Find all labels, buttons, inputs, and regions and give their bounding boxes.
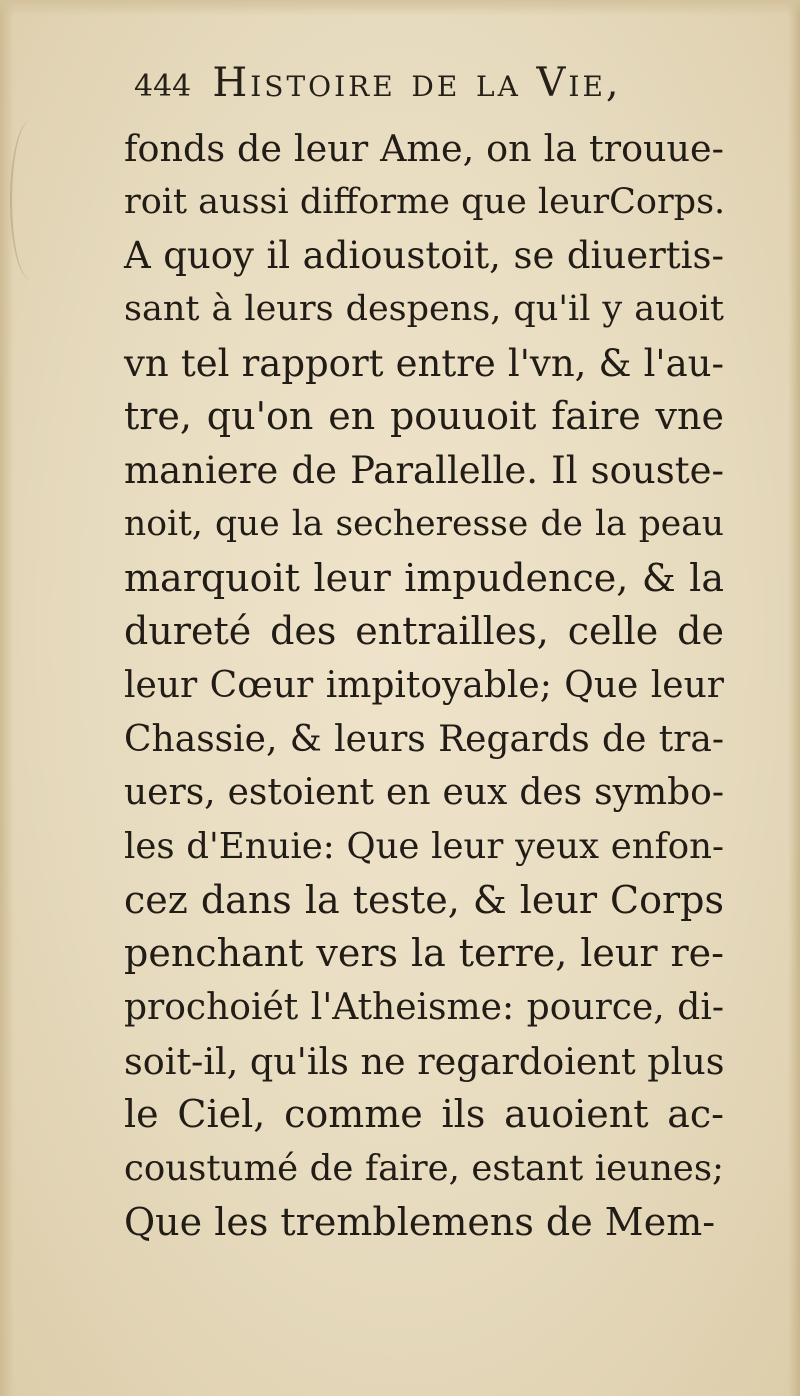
text-line: marquoit leur impudence, & la bbox=[124, 555, 724, 600]
text-line: fonds de leur Ame, on la trouue- bbox=[124, 127, 724, 170]
page-edge-shadow-right bbox=[788, 0, 800, 1396]
text-line: cez dans la teste, & leur Corps bbox=[124, 877, 724, 922]
paper-stain bbox=[10, 120, 52, 280]
page-header bbox=[134, 60, 724, 118]
page-edge-shadow-top bbox=[0, 0, 800, 16]
text-line: A quoy il adioustoit, se diuertis- bbox=[124, 234, 724, 278]
text-line: uers, estoient en eux des symbo- bbox=[124, 772, 724, 814]
text-line: coustumé de faire, estant ieunes; bbox=[124, 1148, 724, 1190]
text-line: vn tel rapport entre l'vn, & l'au- bbox=[124, 341, 724, 385]
text-line: sant à leurs despens, qu'il y auoit bbox=[124, 289, 724, 330]
page-body-text bbox=[124, 122, 724, 1249]
text-line: dureté des entrailles, celle de bbox=[124, 609, 724, 654]
text-line: Que les tremblemens de Mem- bbox=[124, 1199, 716, 1244]
text-line: les d'Enuie: Que leur yeux enfon- bbox=[124, 825, 724, 867]
text-line: tre, qu'on en pouuoit faire vne bbox=[124, 394, 724, 439]
running-head: Histoire de la Vie, bbox=[212, 60, 622, 106]
page-number: 444 bbox=[134, 69, 192, 104]
text-line: Chassie, & leurs Regards de tra- bbox=[124, 718, 724, 760]
text-line: soit-il, qu'ils ne regardoient plus bbox=[124, 1039, 725, 1083]
text-line: roit aussi difforme que leurCorps. bbox=[124, 181, 726, 222]
text-line: penchant vers la terre, leur re- bbox=[124, 931, 724, 976]
text-line: maniere de Parallelle. Il souste- bbox=[124, 449, 724, 493]
text-line: le Ciel, comme ils auoient ac- bbox=[124, 1092, 724, 1137]
text-line: noit, que la secheresse de la peau bbox=[124, 503, 724, 544]
text-line: prochoiét l'Atheisme: pource, di- bbox=[124, 987, 724, 1028]
text-line: leur Cœur impitoyable; Que leur bbox=[124, 664, 724, 706]
